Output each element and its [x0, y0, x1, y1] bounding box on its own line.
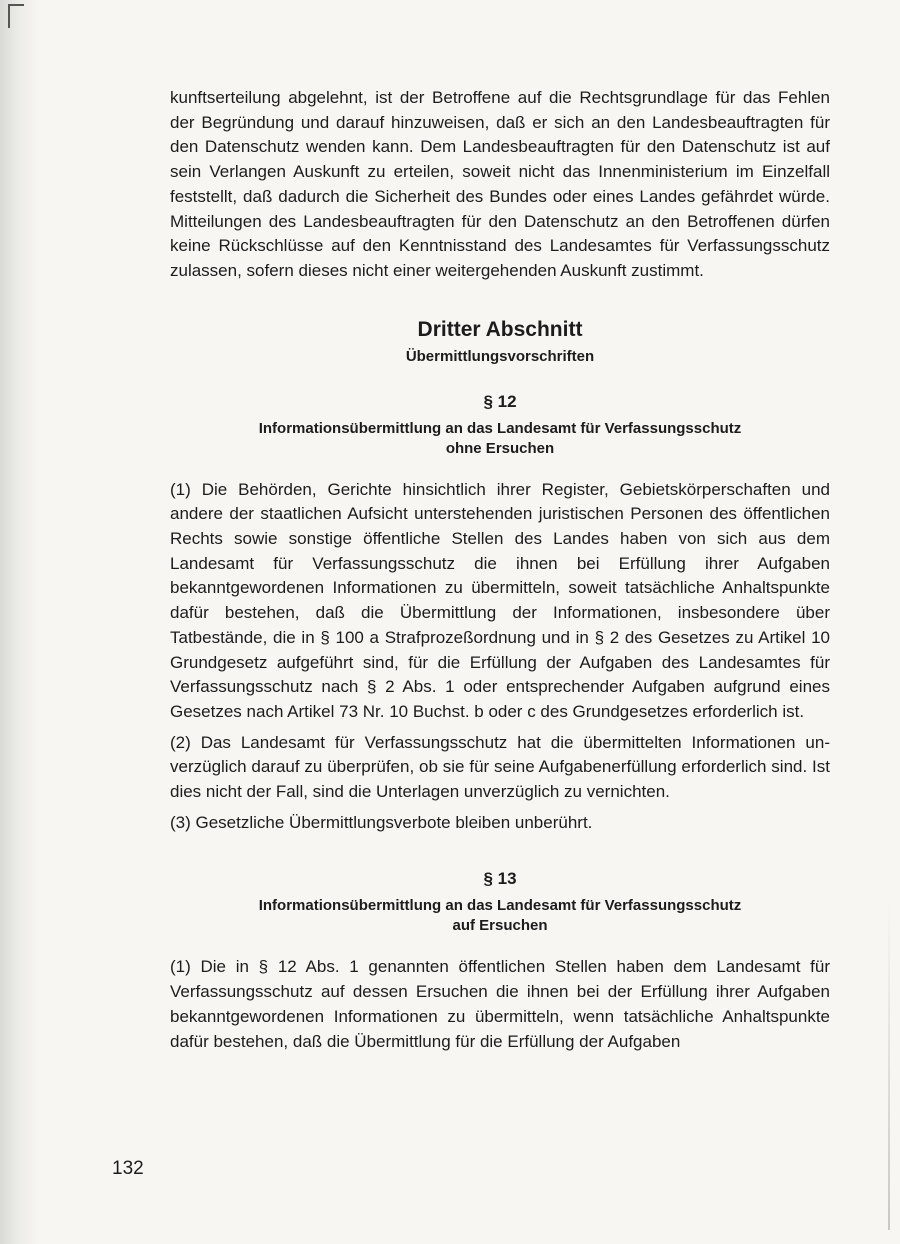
intro-paragraph: kunftserteilung abgelehnt, ist der Betroffene auf die Rechtsgrundlage für das Fehlen der Begründung und darauf hinzuweisen, daß er sich an den Landesbeauftragten für den Datenschutz wenden kann. Dem Landesbeauftragten für den Datenschutz ist auf sein Verlangen Auskunft zu erteilen, soweit nicht das Innenministerium im Einzelfall feststellt, daß dadurch die Sicherheit des Bundes oder eines Landes gefährdet würde. Mitteilungen des Landesbeauftragten für den Datenschutz an den Betroffenen dürfen keine Rückschlüsse auf den Kenntnisstand des Landesamtes für Verfassungsschutz zulassen, sofern dieses nicht einer weitergehenden Auskunft zustimmt.: [170, 88, 830, 280]
section-title: Dritter Abschnitt: [417, 317, 583, 341]
paragraph-13-heading-line2: auf Ersuchen: [452, 917, 548, 935]
binding-shadow: [0, 0, 40, 1244]
paragraph-12-abs-2: (2) Das Landesamt für Verfassungsschutz hat die übermittelten Informationen unverzüglich darauf zu überprüfen, ob sie für seine Aufgabenerfüllung erforderlich sind. Ist dies nicht der Fall, sind die Unterlagen unverzüglich zu vernichten.: [170, 732, 830, 802]
section-subtitle: Übermittlungsvorschriften: [405, 347, 595, 365]
paragraph-12-heading-line2: ohne Ersuchen: [445, 439, 555, 457]
paragraph-13-heading-line1: Informationsübermittlung an das Landesamt für Verfassungsschutz: [258, 897, 742, 915]
paragraph-13-heading: [170, 896, 830, 936]
scan-corner-mark: [8, 4, 24, 28]
paragraph-13-number: § 13: [483, 869, 517, 889]
paragraph-12-heading: [170, 419, 830, 459]
page-body: [170, 86, 830, 1054]
paragraph-12-heading-line1: Informationsübermittlung an das Landesamt für Verfassungsschutz: [258, 419, 742, 437]
paragraph-12-abs-3: (3) Gesetzliche Übermittlungsverbote bleiben unberührt.: [170, 812, 593, 832]
paragraph-12-abs-1: (1) Die Behörden, Gerichte hinsichtlich ihrer Register, Gebietskörperschaften und andere der staatlichen Aufsicht unterstehenden juristischen Personen des öffentlichen Rechts sowie sonstige öffentliche Stellen des Landes haben von sich aus dem Landesamt für Verfassungsschutz die ihnen bei Erfüllung ihrer Aufgaben bekanntgewordenen Informationen zu übermitteln, soweit tatsächliche Anhaltspunkte dafür bestehen, daß die Übermittlung der Informationen, insbesondere über Tatbestände, die in § 100 a Strafprozeßordnung und in § 2 des Gesetzes zu Artikel 10 Grundgesetz aufgeführt sind, für die Erfüllung der Aufgaben des Landesamtes für Verfassungsschutz nach § 2 Abs. 1 oder entsprechender Aufgaben aufgrund eines Gesetzes nach Artikel 73 Nr. 10 Buchst. b oder c des Grundgesetzes erforderlich ist.: [170, 479, 830, 721]
paragraph-13-abs-1: (1) Die in § 12 Abs. 1 genannten öffentlichen Stellen haben dem Landesamt für Verfassungsschutz auf dessen Ersuchen die ihnen bei der Erfüllung ihrer Aufgaben bekanntgewordenen Informationen zu übermitteln, wenn tatsächliche Anhaltspunkte dafür bestehen, daß die Übermittlung für die Erfüllung der Aufgaben: [170, 957, 830, 1051]
paragraph-12-number: § 12: [483, 391, 517, 411]
page-edge-shadow: [888, 900, 890, 1230]
page-number: 132: [112, 1158, 144, 1179]
